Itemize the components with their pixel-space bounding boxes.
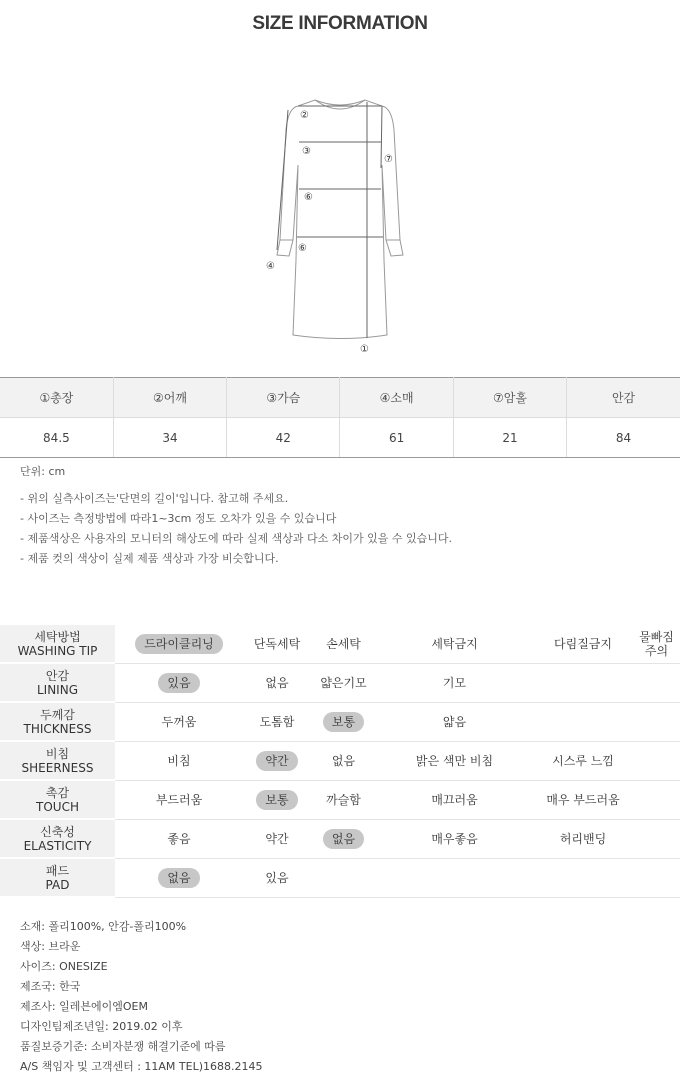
- care-option: 손세탁: [326, 636, 361, 651]
- care-option: 매우좋음: [431, 831, 478, 846]
- size-notes: [20, 489, 452, 569]
- care-option-cell: [633, 702, 680, 741]
- care-row: [0, 702, 680, 741]
- care-row: [0, 625, 680, 663]
- care-row: [0, 819, 680, 858]
- care-option: 약간: [265, 831, 289, 846]
- header-cell: ①총장: [0, 378, 113, 418]
- header-cell: ⑦암홀: [453, 378, 566, 418]
- note-line: - 위의 실측사이즈는'단면의 길이'입니다. 참고해 주세요.: [20, 492, 289, 505]
- care-option: 없음: [265, 675, 289, 690]
- care-option-selected: 있음: [158, 673, 199, 693]
- care-option-selected: 드라이클리닝: [135, 634, 223, 654]
- care-option: 다림질금지: [554, 636, 612, 651]
- care-option-cell: [311, 702, 376, 741]
- care-row-label: [0, 702, 115, 741]
- care-option: 허리밴딩: [559, 831, 607, 846]
- care-row: [0, 741, 680, 780]
- care-option-cell: [115, 625, 243, 663]
- marker-6a: ⑥: [304, 192, 313, 203]
- spec-line: A/S 책임자 및 고객센터 : 11AM TEL)1688.2145: [20, 1060, 263, 1073]
- care-option-cell: [633, 741, 680, 780]
- spec-line: 사이즈: ONESIZE: [20, 960, 108, 973]
- care-row: [0, 858, 680, 897]
- spec-line: 제조사: 일레븐에이엠OEM: [20, 1000, 148, 1013]
- care-option-cell: [243, 780, 311, 819]
- size-table-header: [0, 378, 680, 418]
- care-option-cell: [115, 858, 243, 897]
- care-label-en: PAD: [45, 877, 70, 892]
- care-label-en: ELASTICITY: [23, 838, 92, 853]
- page-title: SIZE INFORMATION: [252, 13, 428, 34]
- spec-line: 색상: 브라운: [20, 940, 81, 953]
- care-option-cell: [533, 625, 633, 663]
- care-option-cell: [533, 780, 633, 819]
- header-cell: ②어깨: [113, 378, 226, 418]
- care-option-selected: 없음: [158, 868, 199, 888]
- care-option-cell: [376, 819, 533, 858]
- dress-measurement-diagram: [260, 90, 420, 360]
- care-option-cell: [376, 663, 533, 702]
- care-label-ko: 패드: [45, 863, 70, 878]
- care-row-label: [0, 625, 115, 663]
- care-option-cell: [311, 663, 376, 702]
- care-option-cell: [533, 819, 633, 858]
- care-option: 있음: [265, 870, 289, 885]
- care-option-cell: [533, 741, 633, 780]
- marker-3: ③: [302, 146, 311, 157]
- care-option: 얇음: [442, 714, 467, 729]
- value-cell: 21: [453, 418, 566, 458]
- marker-2: ②: [300, 110, 309, 121]
- care-option-cell: [311, 819, 376, 858]
- care-label-ko: 안감: [45, 668, 70, 683]
- value-cell: 84.5: [0, 418, 113, 458]
- care-option: 도톰함: [259, 714, 295, 729]
- care-option-cell: [311, 741, 376, 780]
- care-option-cell: [115, 702, 243, 741]
- care-option-cell: [633, 819, 680, 858]
- care-option-cell: [376, 625, 533, 663]
- care-label-en: WASHING TIP: [17, 643, 98, 658]
- care-option: 밝은 색만 비침: [415, 753, 494, 768]
- care-option: 단독세탁: [253, 636, 301, 651]
- care-option-selected: 약간: [256, 751, 297, 771]
- care-option: 좋음: [167, 831, 191, 846]
- care-label-en: THICKNESS: [23, 721, 92, 736]
- note-line: - 제품색상은 사용자의 모니터의 해상도에 따라 실제 색상과 다소 차이가 있을 수 있습니다.: [20, 532, 452, 545]
- unit-label: 단위: cm: [20, 465, 66, 478]
- care-row: [0, 663, 680, 702]
- value-cell: 84: [567, 418, 680, 458]
- care-row-label: [0, 663, 115, 702]
- care-row-label: [0, 780, 115, 819]
- header-cell: ④소매: [340, 378, 453, 418]
- spec-line: 디자인팀제조년일: 2019.02 이후: [20, 1020, 183, 1033]
- spec-line: 품질보증기준: 소비자분쟁 해결기준에 따름: [20, 1040, 226, 1053]
- value-cell: 42: [227, 418, 340, 458]
- value-cell: 61: [340, 418, 453, 458]
- spec-line: 제조국: 한국: [20, 980, 81, 993]
- care-option-cell: [311, 625, 376, 663]
- care-label-en: TOUCH: [36, 799, 79, 814]
- care-option-cell: [533, 663, 633, 702]
- care-option-selected: 없음: [323, 829, 364, 849]
- care-option-selected: 보통: [256, 790, 297, 810]
- care-option-cell: [633, 663, 680, 702]
- care-option: 없음: [331, 753, 356, 768]
- dress-outline: [277, 100, 403, 339]
- care-option-cell: [633, 858, 680, 897]
- care-option-cell: [633, 625, 680, 663]
- note-line: - 사이즈는 측정방법에 따라1~3cm 정도 오차가 있을 수 있습니다: [20, 512, 337, 525]
- care-label-en: SHEERNESS: [21, 760, 94, 775]
- care-option-cell: [243, 625, 311, 663]
- care-option-cell: [243, 702, 311, 741]
- header-cell: ③가슴: [227, 378, 340, 418]
- care-option: 매끄러움: [431, 792, 478, 807]
- size-table: [0, 377, 680, 458]
- care-option-cell: [533, 858, 633, 897]
- care-option: 기모: [442, 675, 467, 690]
- care-option: 시스루 느낌: [552, 753, 614, 768]
- care-option-selected: 보통: [323, 712, 364, 732]
- care-row-label: [0, 819, 115, 858]
- header-cell: 안감: [567, 378, 680, 418]
- care-row: [0, 780, 680, 819]
- care-option-cell: [243, 741, 311, 780]
- care-row-label: [0, 858, 115, 897]
- care-option-cell: [115, 819, 243, 858]
- marker-4: ④: [266, 261, 275, 272]
- care-option: 물빠짐주의: [639, 629, 674, 658]
- care-option-cell: [533, 702, 633, 741]
- marker-7: ⑦: [384, 154, 393, 165]
- care-option: 까슬함: [326, 792, 361, 807]
- care-option-cell: [311, 858, 376, 897]
- care-option: 얇은기모: [320, 675, 367, 690]
- care-label-en: LINING: [36, 682, 78, 697]
- note-line: - 제품 컷의 색상이 실제 제품 색상과 가장 비슷합니다.: [20, 552, 279, 565]
- marker-1: ①: [360, 344, 369, 355]
- care-label-ko: 세탁방법: [34, 629, 81, 644]
- care-option: 부드러움: [155, 792, 203, 807]
- care-option-cell: [376, 741, 533, 780]
- care-option: 두꺼움: [161, 714, 197, 729]
- care-option-cell: [376, 780, 533, 819]
- care-label-ko: 비침: [45, 746, 70, 761]
- care-option: 매우 부드러움: [546, 792, 620, 807]
- value-cell: 34: [113, 418, 226, 458]
- care-option: 세탁금지: [431, 636, 478, 651]
- product-specs: [20, 917, 263, 1077]
- care-option-cell: [243, 819, 311, 858]
- care-option-cell: [115, 663, 243, 702]
- care-option-cell: [115, 780, 243, 819]
- marker-6b: ⑥: [298, 243, 307, 254]
- care-option-cell: [243, 663, 311, 702]
- care-label-ko: 촉감: [45, 785, 70, 800]
- size-table-values: [0, 418, 680, 458]
- care-label-ko: 신축성: [40, 824, 75, 839]
- care-option-cell: [115, 741, 243, 780]
- care-option: 비침: [167, 753, 191, 768]
- care-label-ko: 두께감: [40, 707, 75, 722]
- care-option-cell: [311, 780, 376, 819]
- care-option-cell: [243, 858, 311, 897]
- care-option-cell: [633, 780, 680, 819]
- spec-line: 소재: 폴리100%, 안감-폴리100%: [20, 920, 187, 933]
- care-table: [0, 625, 680, 898]
- care-option-cell: [376, 702, 533, 741]
- care-option-cell: [376, 858, 533, 897]
- care-row-label: [0, 741, 115, 780]
